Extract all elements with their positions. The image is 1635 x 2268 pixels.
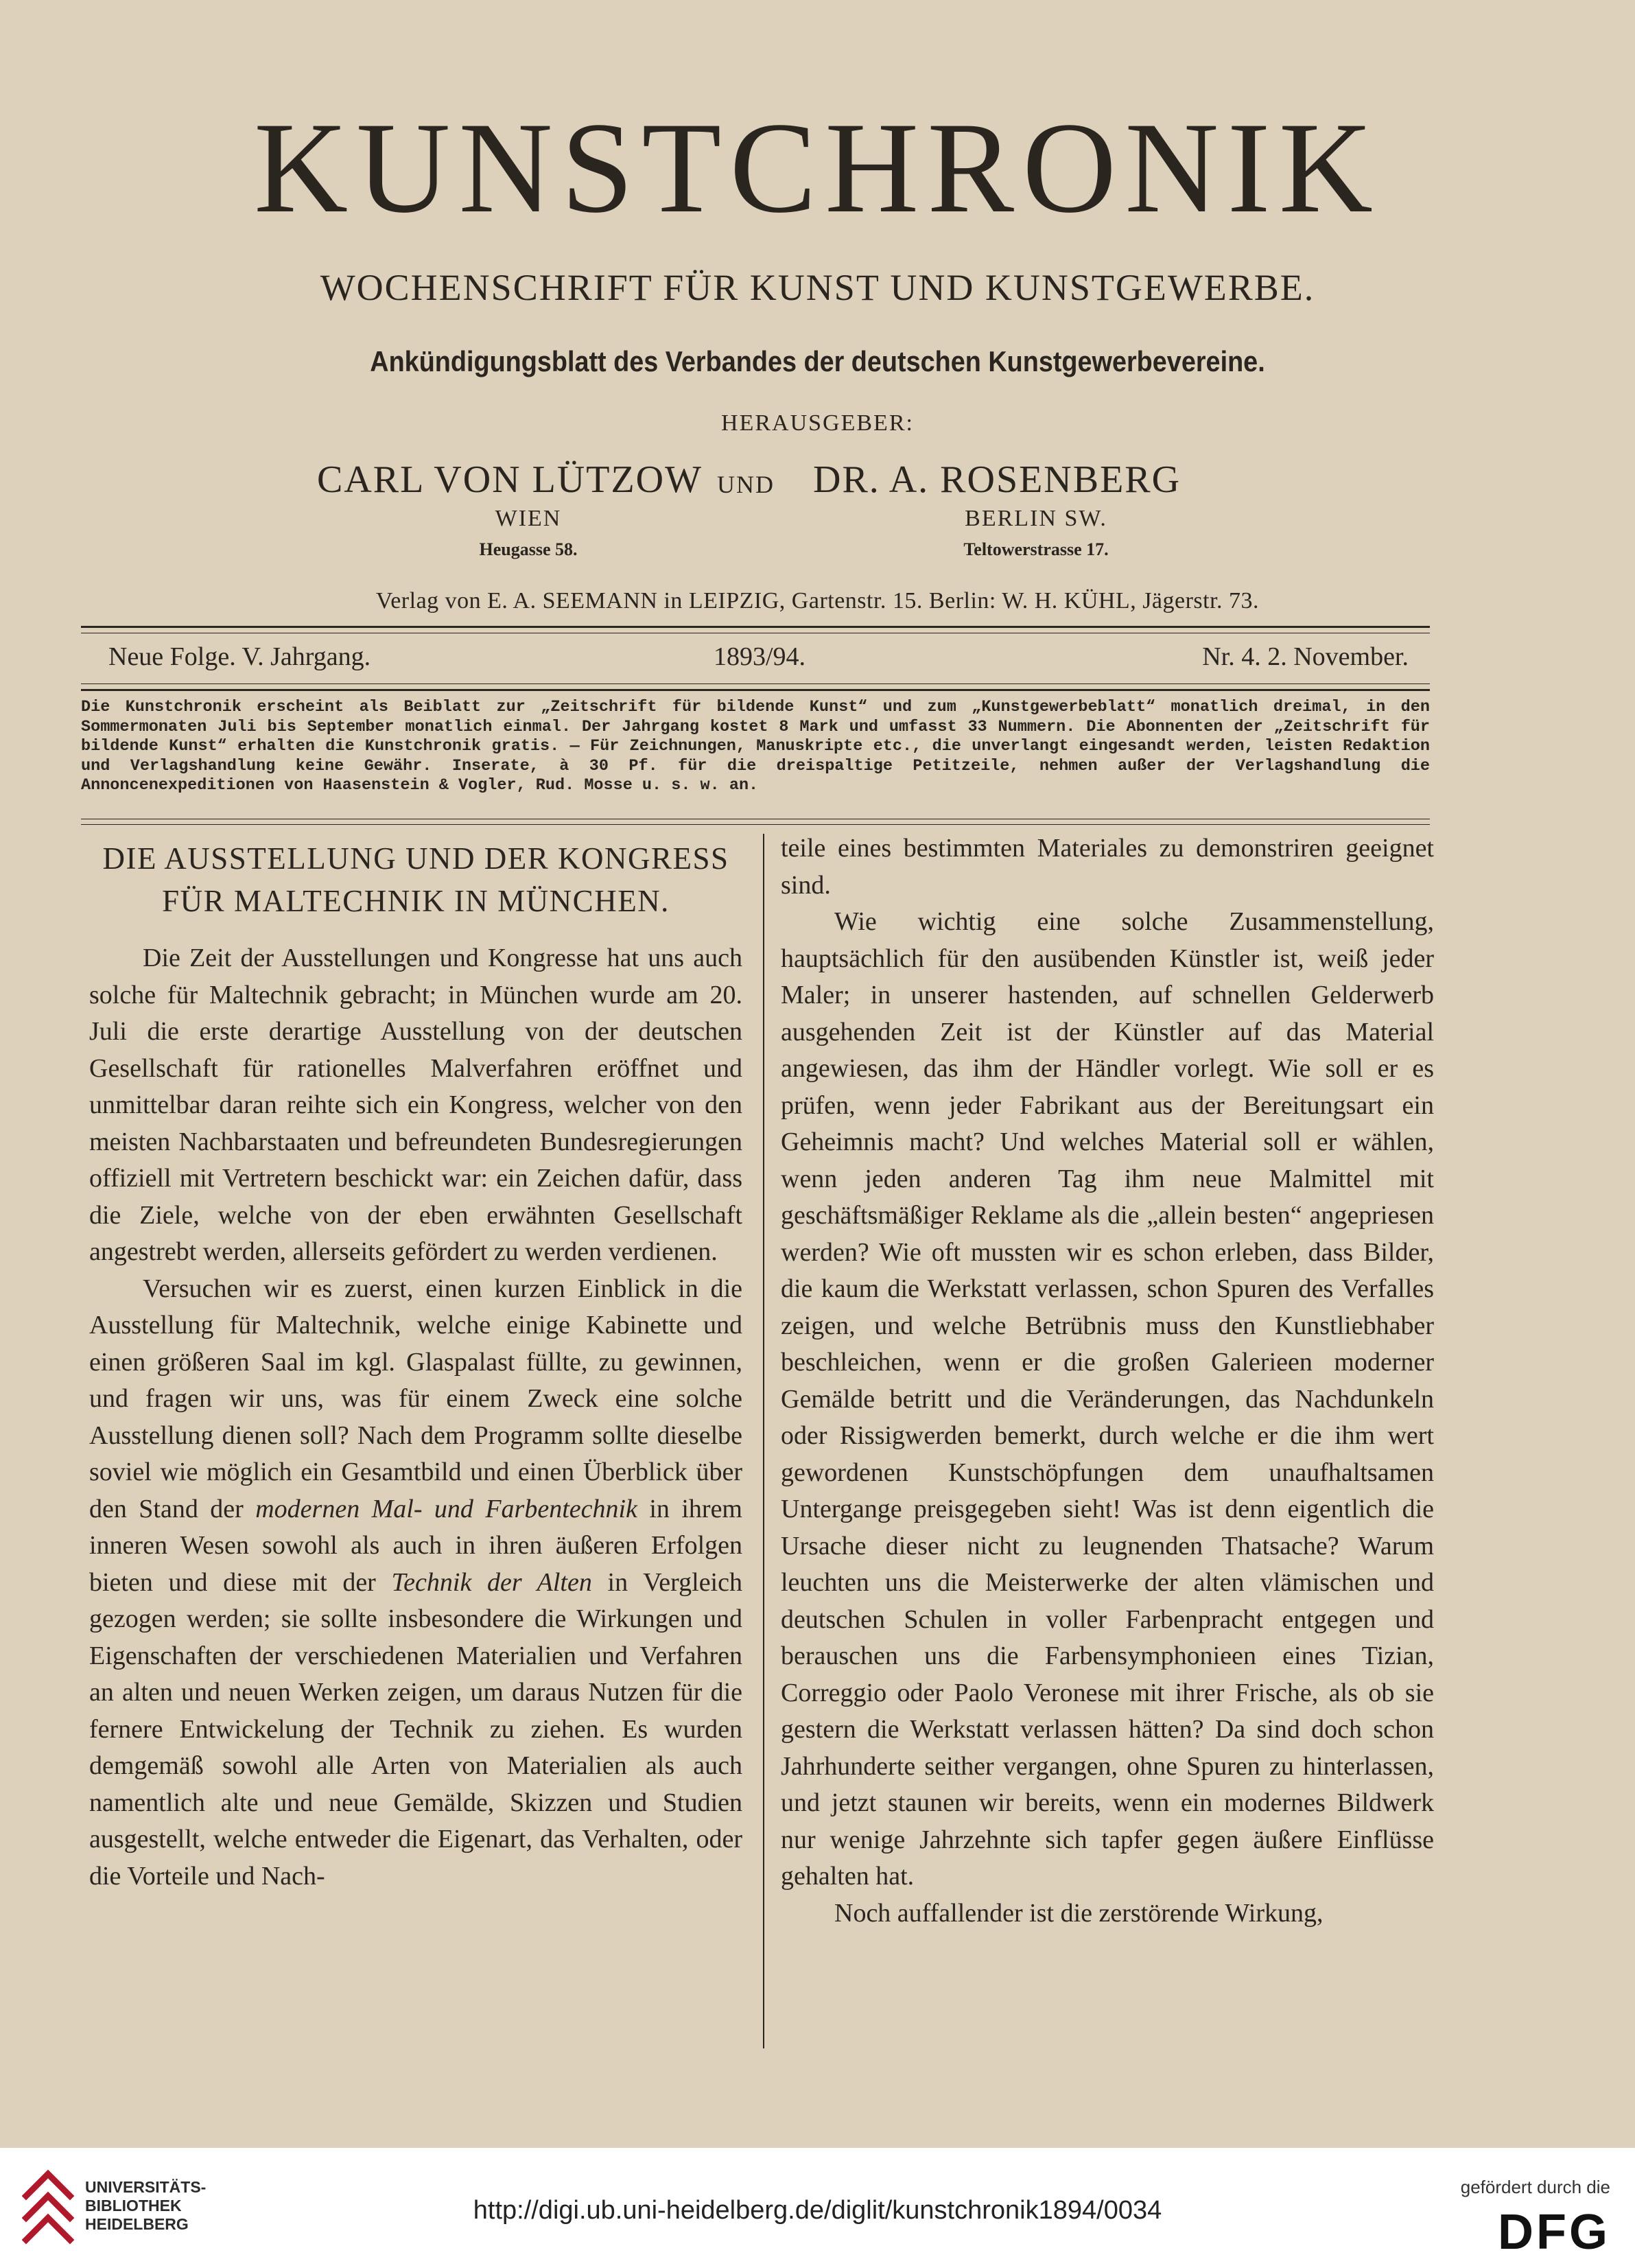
divider-rule — [81, 824, 1430, 825]
series-year: 1893/94. — [714, 642, 806, 671]
divider-rule — [81, 689, 1430, 691]
paragraph: Wie wichtig eine solche Zusammenstellung, hauptsächlich für den ausübenden Künstler ist, weiß jeder Maler; in unserer hastenden, auf schnellen Gelderwerb ausgehenden Zeit ist der Künstler auf das Material angewiesen, das ihm der Händler vorlegt. Wie soll er es prüfen, wenn jeder Fabrikant aus der Bereitungsart ein Geheimnis macht? Und welches Material soll er wählen, wenn jeden anderen Tag ihm neue Malmittel mit geschäftsmäßiger Reklame als die „allein besten“ angepriesen werden? Wie oft mussten wir es schon erleben, dass Bilder, die kaum die Werkstatt verlassen, schon Spuren des Verfalles zeigen, und welche Betrübnis muss den Kunstliebhaber beschleichen, wenn er die großen Galerieen moderner Gemälde betritt und die Veränderungen, das Nachdunkeln oder Rissigwerden bemerkt, durch welche er die ihm wert gewordenen Kunstschöpfungen dem unaufhaltsamen Untergange preisgegeben sieht! Was ist denn eigentlich die Ursache dieser nicht zu leugnenden Thatsache? Warum leuchten uns die Meisterwerke der alten vlämischen und deutschen Schulen in voller Farbenpracht entgegen und berauschen uns die Farbensymphonieen eines Tizian, Correggio oder Paolo Veronese mit ihrer Frische, als ob sie gestern die Werkstatt verlassen hätten? Da sind doch schon Jahrhunderte seither vergangen, ohne Spuren zu hinterlassen, und jetzt staunen wir bereits, wenn ein modernes Bildwerk nur wenige Jahrzehnte sich tapfer gegen äußere Einflüsse gehalten hat. — [781, 907, 1434, 1891]
editor-left-name: CARL VON LÜTZOW — [317, 458, 703, 501]
editor-right-name: DR. A. ROSENBERG — [813, 458, 1181, 501]
dfg-logo: DFG — [1498, 2205, 1610, 2260]
editor-left-city: WIEN — [495, 506, 562, 531]
editors-label: HERAUSGEBER: — [721, 410, 914, 436]
masthead-title: KUNSTCHRONIK — [254, 96, 1381, 240]
library-name-line: HEIDELBERG — [85, 2215, 189, 2233]
paragraph: teile eines bestimmten Materiales zu demonstriren geeignet sind. — [781, 834, 1434, 900]
divider-rule — [81, 626, 1430, 628]
series-issue-date: Nr. 4. 2. November. — [1202, 642, 1409, 671]
subscription-notice: Die Kunstchronik erscheint als Beiblatt zur „Zeitschrift für bildende Kunst“ und zum „Kunstgewerbeblatt“ monatlich dreimal, in den Sommermonaten Juli bis September monatlich einmal. Der Jahrgang kostet 8 Mark und umfasst 33 Nummern. Die Abonnenten der „Zeitschrift für bildende Kunst“ erhalten die Kunstchronik gratis. — Für Zeichnungen, Manuskripte etc., die unverlangt eingesandt werden, leisten Redaktion und Verlagshandlung keine Gewähr. Inserate, à 30 Pf. für die dreispaltige Petitzeile, nehmen außer der Verlagshandlung die Annoncenexpeditionen von Haasenstein & Vogler, Rud. Mosse u. s. w. an. — [81, 698, 1430, 795]
paragraph: Die Zeit der Ausstellungen und Kongresse hat uns auch solche für Maltechnik gebracht; in München wurde am 20. Juli die erste derartige Ausstellung von der deutschen Gesellschaft für rationelles Malverfahren eröffnet und unmittelbar daran reihte sich ein Kongress, welcher von den meisten Nachbarstaaten und befreundeten Bundesregierungen offiziell mit Vertretern beschickt war: ein Zeichen dafür, dass die Ziele, welche von der eben erwähnten Gesellschaft angestrebt werden, allerseits gefördert zu werden verdienen. — [89, 944, 742, 1266]
funding-note: gefördert durch die — [1460, 2177, 1610, 2197]
emphasis-text: Technik der Alten — [391, 1567, 592, 1597]
article-title: DIE AUSSTELLUNG UND DER KONGRESS FÜR MALTECHNIK IN MÜNCHEN. — [102, 841, 729, 918]
article-column-left — [89, 830, 742, 1895]
divider-rule — [81, 683, 1430, 684]
article-column-right — [781, 830, 1434, 1932]
editor-right-address: Teltowerstrasse 17. — [963, 539, 1109, 559]
library-name-line: BIBLIOTHEK — [85, 2197, 182, 2214]
editor-right-city: BERLIN SW. — [965, 506, 1107, 531]
paragraph — [89, 1271, 742, 1895]
emphasis-text: modernen Mal- und Farbentechnik — [255, 1494, 637, 1523]
masthead-subtitle: WOCHENSCHRIFT FÜR KUNST UND KUNSTGEWERBE. — [320, 267, 1315, 308]
publisher-line: Verlag von E. A. SEEMANN in LEIPZIG, Gartenstr. 15. Berlin: W. H. KÜHL, Jägerstr. 73. — [375, 588, 1260, 613]
column-divider — [763, 834, 764, 2048]
library-name-line: UNIVERSITÄTS- — [85, 2178, 207, 2196]
digitization-footer — [0, 2148, 1635, 2268]
announcement-line: Ankündigungsblatt des Verbandes der deutschen Kunstgewerbevereine. — [370, 345, 1265, 377]
paragraph-text: in ihrem inneren Wesen sowohl als auch in ihren äußeren Erfolgen bieten und diese mit der — [89, 1494, 742, 1597]
series-volume: Neue Folge. V. Jahrgang. — [108, 642, 371, 671]
editor-conjunction: UND — [717, 471, 775, 498]
paragraph: Noch auffallender ist die zerstörende Wirkung, — [834, 1898, 1324, 1928]
paragraph-text: Versuchen wir es zuerst, einen kurzen Einblick in die Ausstellung für Maltechnik, welche einige Kabinette und einen größeren Saal im kgl. Glaspalast füllte, zu gewinnen, und fragen wir uns, was für einem Zweck eine solche Ausstellung dienen soll? Nach dem Programm sollte dieselbe soviel wie möglich ein Gesamtbild und einen Überblick über den Stand der — [89, 1274, 742, 1523]
source-url-link[interactable]: http://digi.ub.uni-heidelberg.de/diglit/kunstchronik1894/0034 — [473, 2196, 1162, 2225]
editor-left-address: Heugasse 58. — [479, 539, 578, 559]
paragraph-text: in Vergleich gezogen werden; sie sollte insbesondere die Wirkungen und Eigenschaften der verschiedenen Materialien und Verfahren an alten und neuen Werken zeigen, um daraus Nutzen für die fernere Entwickelung der Technik zu ziehen. Es wurden demgemäß sowohl alle Arten von Materialien als auch namentlich alte und neue Gemälde, Skizzen und Studien ausgestellt, welche entweder die Eigenart, das Verhalten, oder die Vorteile und Nach- — [89, 1567, 742, 1891]
